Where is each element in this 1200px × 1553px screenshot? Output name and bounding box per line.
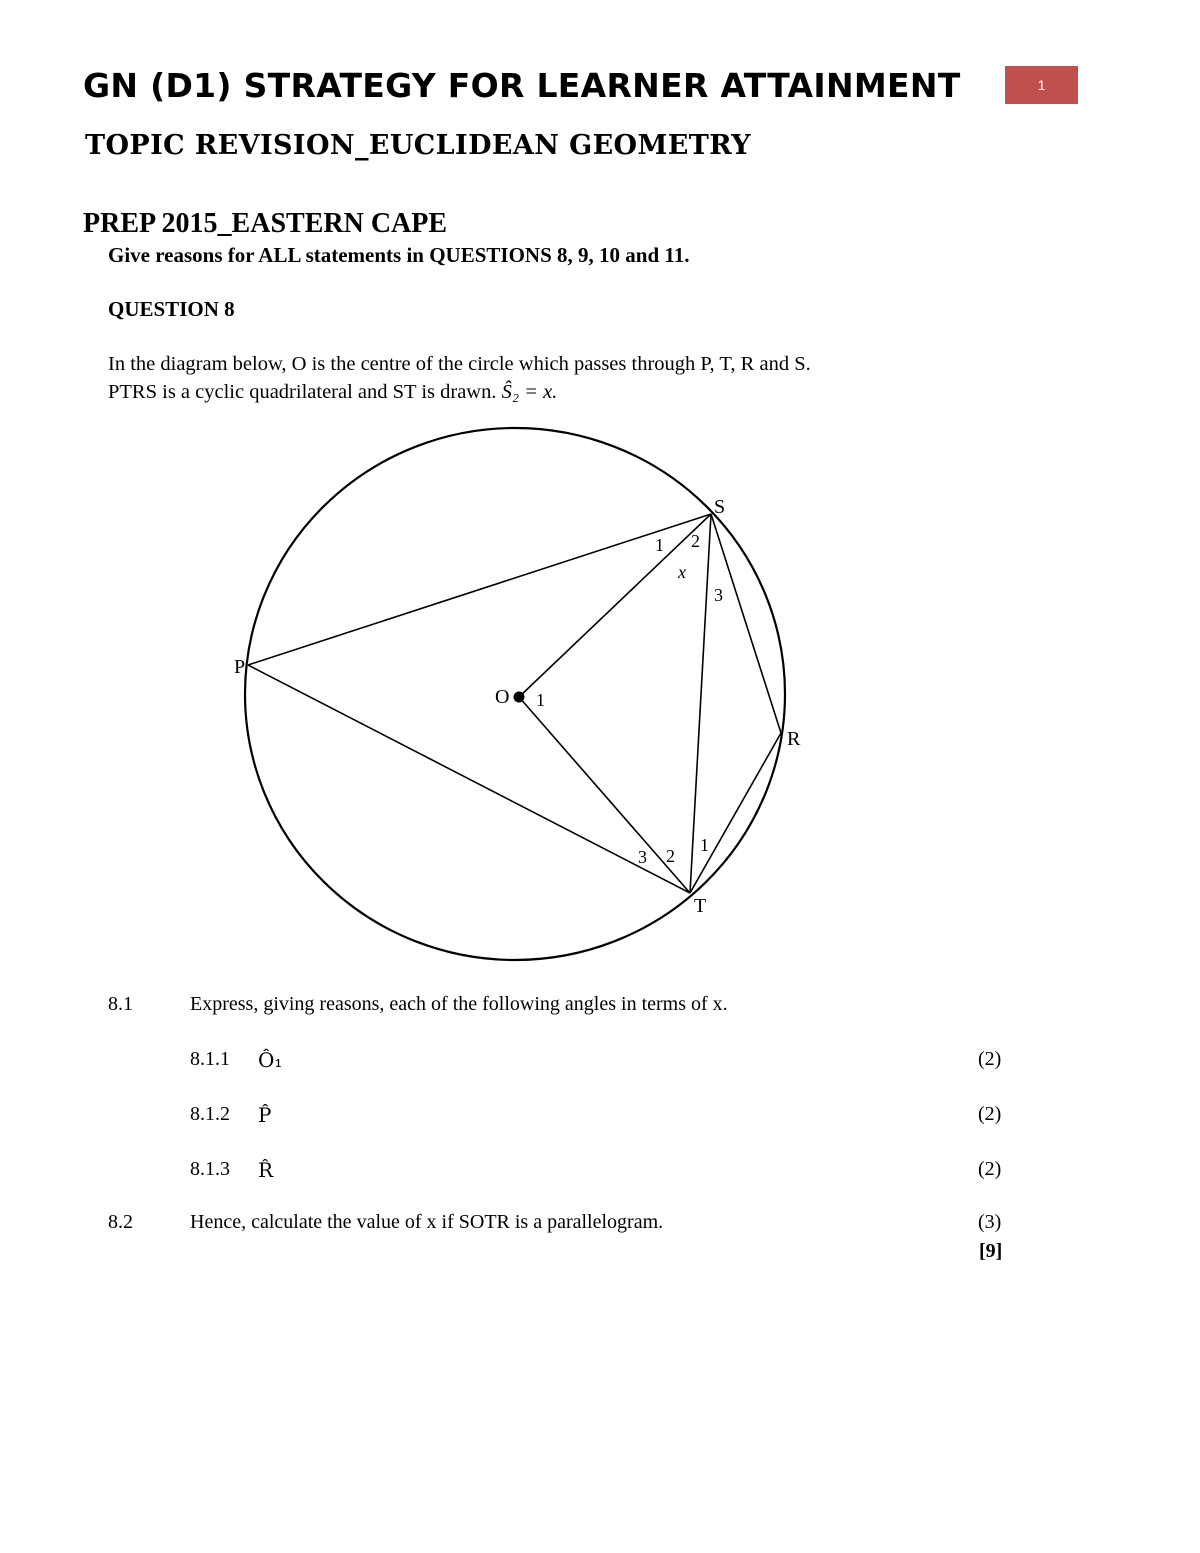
section-heading: PREP 2015_EASTERN CAPE [83, 208, 448, 239]
label-point-o: O [495, 686, 510, 708]
angle-label-o1: 1 [536, 690, 545, 710]
part-marks: (2) [978, 1103, 1002, 1125]
centre-point-o [514, 692, 525, 703]
label-point-t: T [694, 895, 707, 917]
part-number: 8.1.2 [190, 1103, 230, 1125]
label-point-p: P [234, 656, 246, 678]
chord-sr [711, 514, 781, 733]
angle-label-s3: 3 [714, 585, 723, 605]
angle-s2-equation: Ŝ₂ = x. [501, 381, 558, 403]
part-number: 8.1.3 [190, 1158, 230, 1180]
instruction-text: Give reasons for ALL statements in QUESTIONS 8, 9, 10 and 11. [108, 243, 690, 267]
label-point-r: R [787, 728, 801, 750]
document-title: GN (D1) STRATEGY FOR LEARNER ATTAINMENT [83, 66, 961, 105]
angle-symbol: R̂ [258, 1158, 274, 1182]
question-part-8-1 [0, 993, 1200, 1023]
chord-ps [248, 514, 711, 665]
segment-os [519, 514, 711, 697]
page-number: 1 [1037, 77, 1046, 93]
chord-rt [690, 733, 781, 893]
angle-symbol: Ô₁ [258, 1048, 283, 1072]
angle-label-t2: 2 [666, 846, 675, 866]
question-label: QUESTION 8 [108, 297, 235, 321]
question-total-marks: [9] [979, 1240, 1003, 1262]
chord-pt [248, 665, 690, 893]
part-number: 8.1.1 [190, 1048, 230, 1070]
question-intro-line-1: In the diagram below, O is the centre of the circle which passes through P, T, R and S. [108, 353, 811, 375]
angle-label-s1: 1 [655, 535, 664, 555]
part-marks: (2) [978, 1048, 1002, 1070]
question-part-8-1-3 [0, 1158, 1200, 1188]
part-number: 8.1 [108, 993, 133, 1015]
part-text: Express, giving reasons, each of the following angles in terms of x. [190, 993, 728, 1015]
segment-ot [519, 697, 690, 893]
part-marks: (3) [978, 1211, 1002, 1233]
question-part-8-2 [0, 1211, 1200, 1241]
question-part-8-1-1 [0, 1048, 1200, 1078]
angle-label-x: x [678, 562, 686, 582]
question-part-8-1-2 [0, 1103, 1200, 1133]
angle-label-s2: 2 [691, 531, 700, 551]
part-marks: (2) [978, 1158, 1002, 1180]
angle-symbol: P̂ [258, 1103, 272, 1127]
part-number: 8.2 [108, 1211, 133, 1233]
part-text: Hence, calculate the value of x if SOTR is a parallelogram. [190, 1211, 664, 1233]
angle-label-t3: 3 [638, 847, 647, 867]
topic-subtitle: TOPIC REVISION_EUCLIDEAN GEOMETRY [85, 130, 751, 161]
label-point-s: S [714, 496, 726, 518]
question-intro-text: PTRS is a cyclic quadrilateral and ST is drawn. [108, 381, 502, 403]
angle-label-t1: 1 [700, 835, 709, 855]
